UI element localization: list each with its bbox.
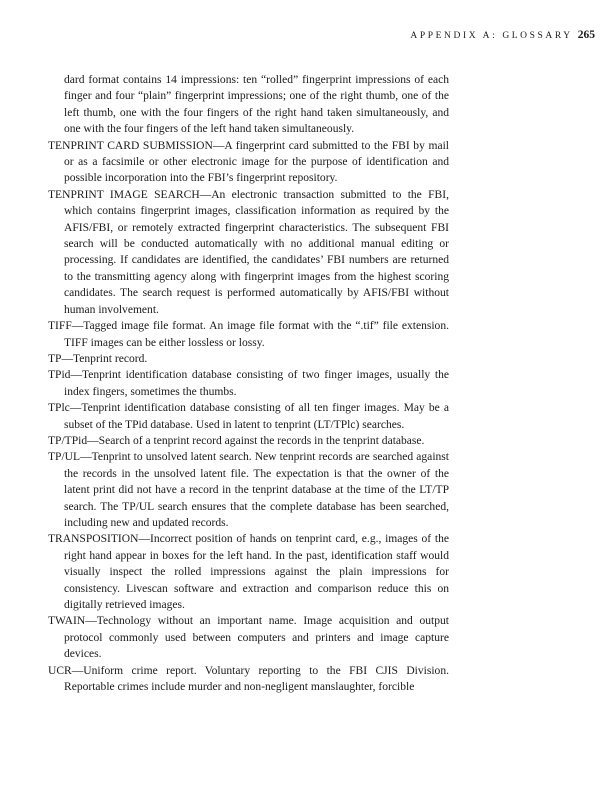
glossary-body: [48, 72, 449, 695]
glossary-entry-tp: TP—Tenprint record.: [48, 352, 148, 365]
glossary-entry-tp-tpid: TP/TPid—Search of a tenprint record against the records in the tenprint database.: [48, 434, 425, 447]
glossary-entry-twain: TWAIN—Technology without an important name. Image acquisition and output protocol commonly used between computers and printers and image capture devices.: [48, 615, 449, 661]
glossary-entry-ucr: UCR—Uniform crime report. Voluntary reporting to the FBI CJIS Division. Reportable crimes include murder and non-negligent manslaughter, forcible: [48, 664, 449, 694]
glossary-entry-tpid: TPid—Tenprint identification database consisting of two finger images, usually the index fingers, sometimes the thumbs.: [48, 369, 449, 398]
glossary-entry-tiff: TIFF—Tagged image file format. An image file format with the “.tif” file extension. TIFF images can be either lossless or lossy.: [48, 320, 449, 349]
glossary-entry-tenprint-image-search: TENPRINT IMAGE SEARCH—An electronic transaction submitted to the FBI, which contains fingerprint images, classification information as required by the AFIS/FBI, or remotely extracted fingerprint characteristics. The subsequent FBI search will be conducted automatically with no additional manual editing or processing. If candidates are identified, the candidates’ FBI numbers are returned to the transmitting agency along with fingerprint images from the highest scoring candidates. The search request is performed automatically by AFIS/FBI without human involvement.: [48, 188, 449, 316]
page-number: 265: [577, 29, 595, 41]
glossary-entry-continued: dard format contains 14 impressions: ten “rolled” fingerprint impressions of each finger and four “plain” fingerprint impressions; one of the right thumb, one of the left thumb, one with the four fingers of the right hand taken simultaneously, and one with the four fingers of the left hand taken simultaneously.: [64, 74, 449, 136]
glossary-entry-tplc: TPlc—Tenprint identification database consisting of all ten finger images. May be a subset of the TPid database. Used in latent to tenprint (LT/TPlc) searches.: [48, 402, 449, 431]
running-head: [410, 29, 595, 41]
running-title: APPENDIX A: GLOSSARY: [410, 31, 573, 41]
glossary-entry-tp-ul: TP/UL—Tenprint to unsolved latent search. New tenprint records are searched against the records in the unsolved latent file. The expectation is that the owner of the latent print did not have a record in the tenprint database at the time of the LT/TP search. The TP/UL search ensures that the complete database has been searched, including new and updated records.: [48, 451, 449, 529]
glossary-entry-tenprint-card-submission: TENPRINT CARD SUBMISSION—A fingerprint card submitted to the FBI by mail or as a facsimile or other electronic image for the purpose of identification and possible incorporation into the FBI’s fingerprint repository.: [48, 139, 449, 185]
glossary-entry-transposition: TRANSPOSITION—Incorrect position of hands on tenprint card, e.g., images of the right hand appear in boxes for the left hand. In the past, identification staff would visually inspect the rolled impressions against the plain impressions for consistency. Livescan software and extraction and comparison reduce this on digitally retrieved images.: [48, 533, 449, 611]
